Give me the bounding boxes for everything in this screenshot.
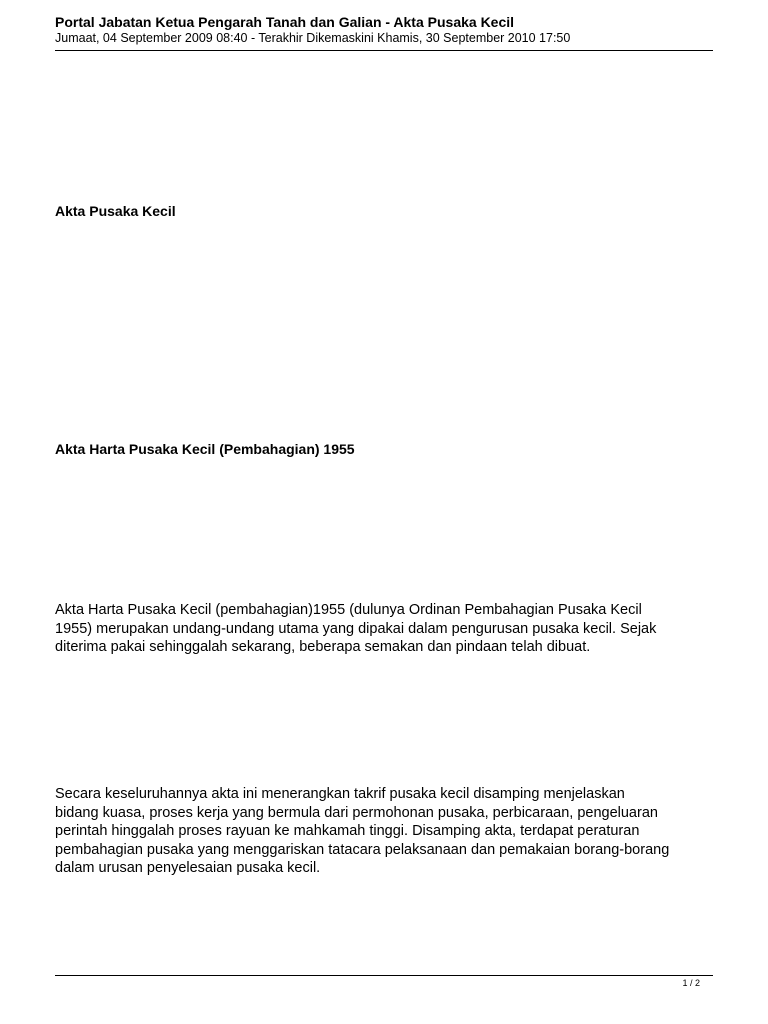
article-subheading: Akta Harta Pusaka Kecil (Pembahagian) 1955 — [55, 441, 355, 457]
paragraph-line: Akta Harta Pusaka Kecil (pembahagian)1955 (dulunya Ordinan Pembahagian Pusaka Kecil — [55, 602, 642, 618]
publish-dates: Jumaat, 04 September 2009 08:40 - Terakhir Dikemaskini Khamis, 30 September 2010 17:50 — [55, 31, 571, 45]
paragraph-intro — [55, 601, 713, 657]
paragraph-line: diterima pakai sehinggalah sekarang, beberapa semakan dan pindaan telah dibuat. — [55, 639, 591, 656]
header-divider — [55, 50, 713, 51]
paragraph-line: dalam urusan penyelesaian pusaka kecil. — [55, 860, 321, 877]
paragraph-line: perintah hinggalah proses rayuan ke mahkamah tinggi. Disamping akta, terdapat peraturan — [55, 823, 640, 840]
page-number: 1 / 2 — [682, 978, 700, 988]
article-heading: Akta Pusaka Kecil — [55, 203, 176, 219]
paragraph-overview — [55, 785, 713, 878]
paragraph-line: bidang kuasa, proses kerja yang bermula dari permohonan pusaka, perbicaraan, pengeluaran — [55, 804, 658, 821]
paragraph-line: 1955) merupakan undang-undang utama yang dipakai dalam pengurusan pusaka kecil. Sejak — [55, 620, 657, 637]
page-title: Portal Jabatan Ketua Pengarah Tanah dan Galian - Akta Pusaka Kecil — [55, 14, 515, 30]
paragraph-line: Secara keseluruhannya akta ini menerangkan takrif pusaka kecil disamping menjelaskan — [55, 786, 625, 802]
footer-divider — [55, 975, 713, 976]
page-header — [55, 13, 713, 46]
paragraph-line: pembahagian pusaka yang menggariskan tatacara pelaksanaan dan pemakaian borang-borang — [55, 841, 670, 858]
